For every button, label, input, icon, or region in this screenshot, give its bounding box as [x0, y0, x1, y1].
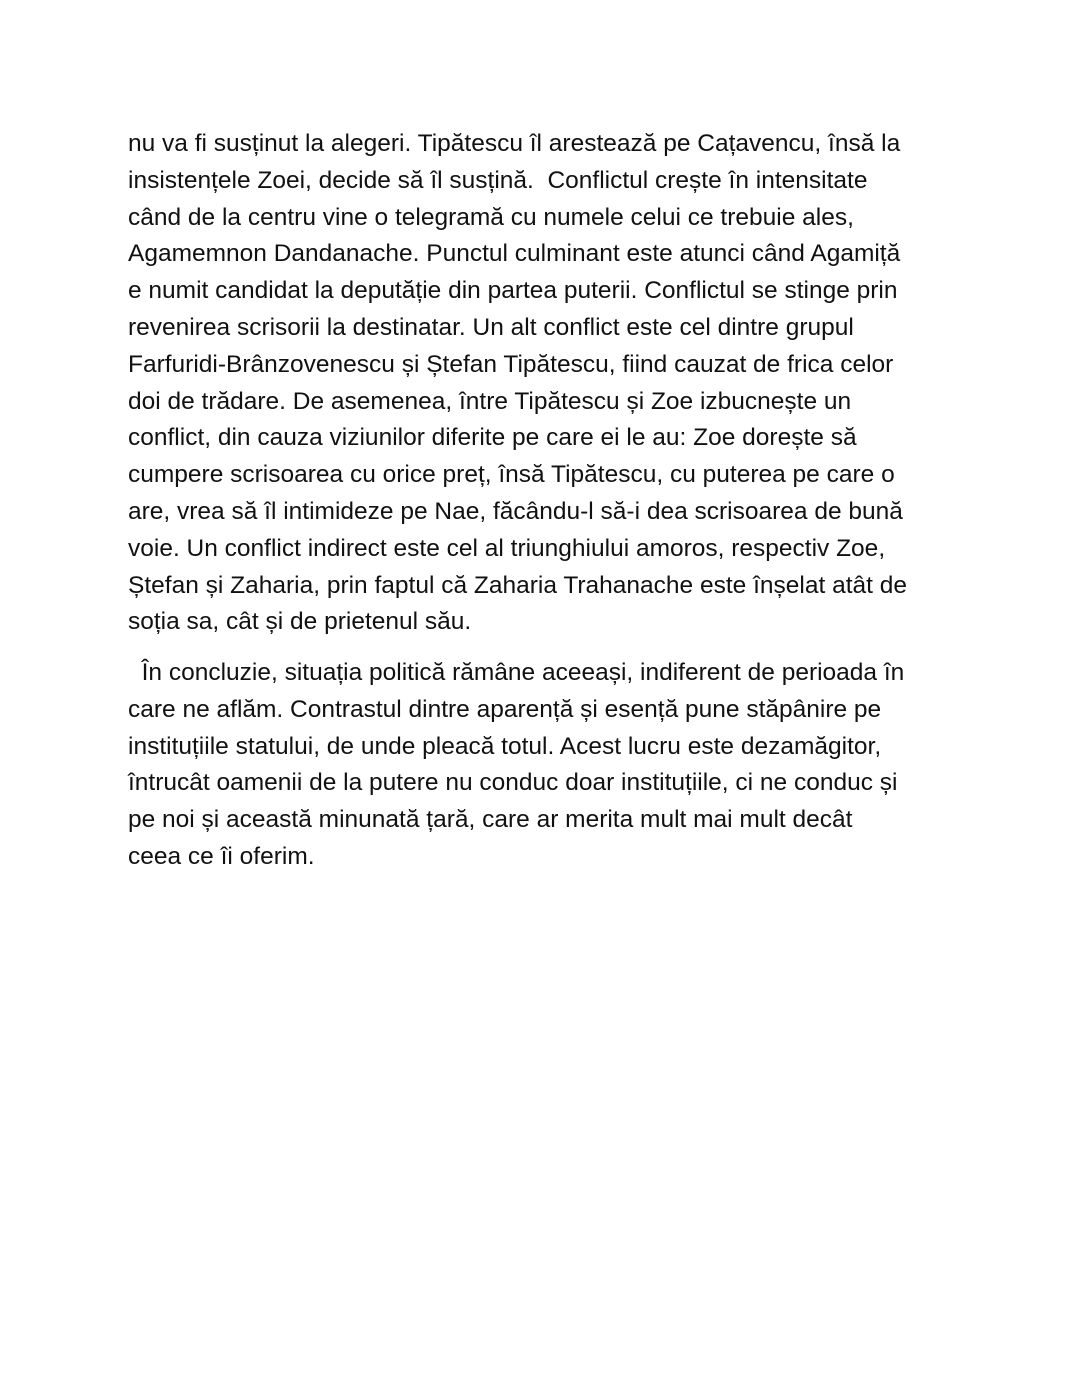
text-line: Agamemnon Dandanache. Punctul culminant este atunci când Agamiță	[128, 240, 901, 268]
text-line: nu va fi susținut la alegeri. Tipătescu îl arestează pe Cațavencu, însă la	[128, 130, 901, 157]
text-line: ceea ce îi oferim.	[128, 842, 315, 870]
text-line: pe noi și această minunată țară, care ar merita mult mai mult decât	[128, 806, 853, 834]
text-line: voie. Un conflict indirect este cel al triunghiului amoros, respectiv Zoe,	[128, 534, 886, 562]
text-line: are, vrea să îl intimideze pe Nae, făcându-l să-i dea scrisoarea de bună	[128, 497, 903, 525]
text-line: întrucât oamenii de la putere nu conduc doar instituțiile, ci ne conduc și	[128, 769, 898, 797]
text-line: e numit candidat la deputăție din partea puterii. Conflictul se stinge prin	[128, 277, 898, 305]
text-line: Ștefan și Zaharia, prin faptul că Zaharia Trahanache este înșelat atât de	[128, 571, 908, 599]
text-line: revenirea scrisorii la destinatar. Un alt conflict este cel dintre grupul	[128, 313, 854, 341]
text-line: soția sa, cât și de prietenul său.	[128, 608, 472, 636]
text-line: instituțiile statului, de unde pleacă totul. Acest lucru este dezamăgitor,	[128, 732, 882, 760]
text-line: conflict, din cauza viziunilor diferite pe care ei le au: Zoe dorește să	[128, 424, 857, 452]
text-line: când de la centru vine o telegramă cu numele celui ce trebuie ales,	[128, 203, 854, 231]
text-line: Farfuridi-Brânzovenescu și Ștefan Tipătescu, fiind cauzat de frica celor	[128, 350, 894, 378]
text-line: insistențele Zoei, decide să îl susțină. Conflictul crește în intensitate	[128, 166, 868, 194]
text-line: care ne aflăm. Contrastul dintre aparență și esență pune stăpânire pe	[128, 695, 882, 723]
body-paragraph-conflicts	[128, 126, 968, 641]
conclusion-paragraph	[128, 655, 968, 876]
text-line: doi de trădare. De asemenea, între Tipătescu și Zoe izbucnește un	[128, 387, 852, 415]
text-line: În concluzie, situația politică rămâne aceeași, indiferent de perioada în	[128, 659, 905, 686]
text-line: cumpere scrisoarea cu orice preț, însă Tipătescu, cu puterea pe care o	[128, 461, 895, 489]
